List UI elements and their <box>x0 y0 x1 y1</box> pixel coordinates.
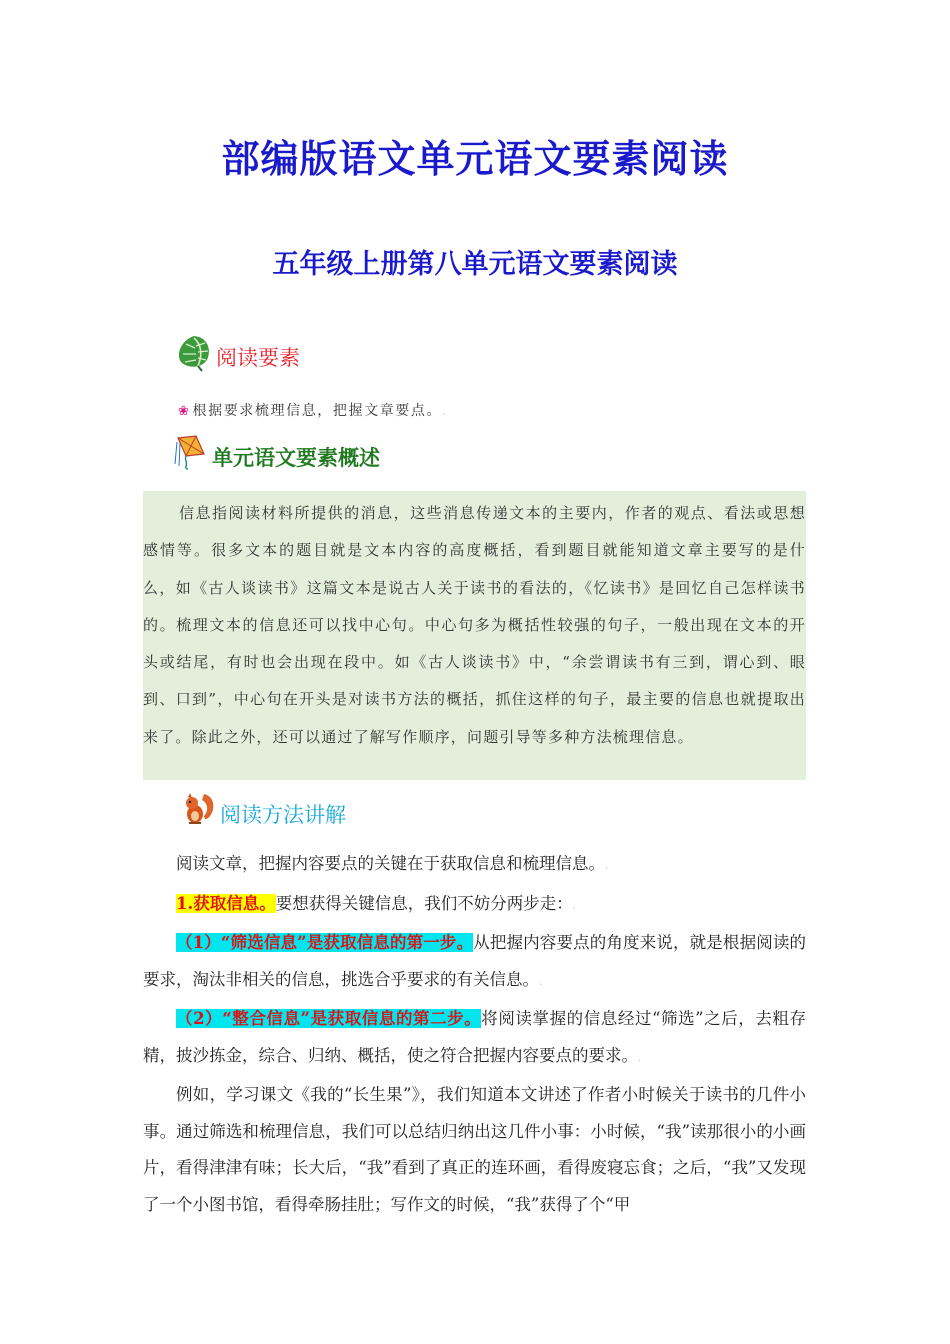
leaf-icon <box>174 332 214 376</box>
requirement-text: 根据要求梳理信息，把握文章要点。 <box>192 403 443 419</box>
step1-text: 要想获得关键信息，我们不妨分两步走： <box>275 893 573 913</box>
sub-step1: （1）“筛选信息”是获取信息的第一步。从把握内容要点的角度来说，就是根据阅读的要求，淘汰非相关的信息，挑选合乎要求的有关信息。. <box>143 933 807 989</box>
flower-icon: ❀ <box>178 404 191 419</box>
step1: 1.获取信息。要想获得关键信息，我们不妨分两步走：. <box>176 893 576 913</box>
requirement-line: ❀ 根据要求梳理信息，把握文章要点。. <box>178 403 447 419</box>
section-label: 阅读方法讲解 <box>220 803 346 827</box>
section-label: 单元语文要素概述 <box>212 446 380 470</box>
sub2-label: （2）“整合信息”是获取信息的第二步。 <box>176 1009 482 1028</box>
example-paragraph: 例如，学习课文《我的“长生果”》，我们知道本文讲述了作者小时候关于读书的几件小事。通过筛选和梳理信息，我们可以总结归纳出这几件小事：小时候，“我”读那很小的小画片，看得津津有味；长大后，“我”看到了真正的连环画，看得废寝忘食；之后，“我”又发现了一个小图书馆，看得牵肠挂肚；写作文的时候，“我”获得了个“甲 <box>143 1085 806 1214</box>
sub1-text: 从把握内容要点的角度来说，就是根据阅读的要求，淘汰非相关的信息，挑选合乎要求的有关信息。 <box>143 933 807 989</box>
sub1-label: （1）“筛选信息”是获取信息的第一步。 <box>176 933 474 952</box>
squirrel-icon <box>182 790 216 830</box>
sub2-text: 将阅读掌握的信息经过“筛选”之后，去粗存精，披沙拣金，综合、归纳、概括，使之符合把握内容要点的要求。 <box>143 1009 806 1065</box>
section-label: 阅读要素 <box>216 346 300 370</box>
overview-box <box>143 491 806 780</box>
page-subtitle: 五年级上册第八单元语文要素阅读 <box>272 249 678 280</box>
method-body <box>143 846 806 1223</box>
intro-text: 阅读文章，把握内容要点的关键在于获取信息和梳理信息。 <box>176 854 605 873</box>
section-reading-elements <box>174 332 300 376</box>
overview-paragraph: 信息指阅读材料所提供的消息，这些消息传递文本的主要内，作者的观点、看法或思想感情等。很多文本的题目就是文本内容的高度概括，看到题目就能知道文章主要写的是什么，如《古人谈读书》这篇文本是说古人关于读书的看法的，《忆读书》是回忆自己怎样读书的。梳理文本的信息还可以找中心句。中心句多为概括性较强的句子，一般出现在文本的开头或结尾，有时也会出现在段中。如《古人谈读书》中，“余尝谓读书有三到，谓心到、眼到、口到”，中心句在开头是对读书方法的概括，抓住这样的句子，最主要的信息也就提取出来了。除此之外，还可以通过了解写作顺序，问题引导等多种方法梳理信息。 <box>143 504 806 746</box>
section-unit-overview <box>174 434 380 474</box>
sub-step2: （2）“整合信息”是获取信息的第二步。将阅读掌握的信息经过“筛选”之后，去粗存精，披沙拣金，综合、归纳、概括，使之符合把握内容要点的要求。. <box>143 1009 806 1065</box>
page-title: 部编版语文单元语文要素阅读 <box>221 137 729 181</box>
section-method <box>182 790 346 830</box>
method-intro: 阅读文章，把握内容要点的关键在于获取信息和梳理信息。. <box>176 854 609 873</box>
step1-label: 1.获取信息。 <box>176 893 276 913</box>
kite-icon <box>174 434 210 474</box>
